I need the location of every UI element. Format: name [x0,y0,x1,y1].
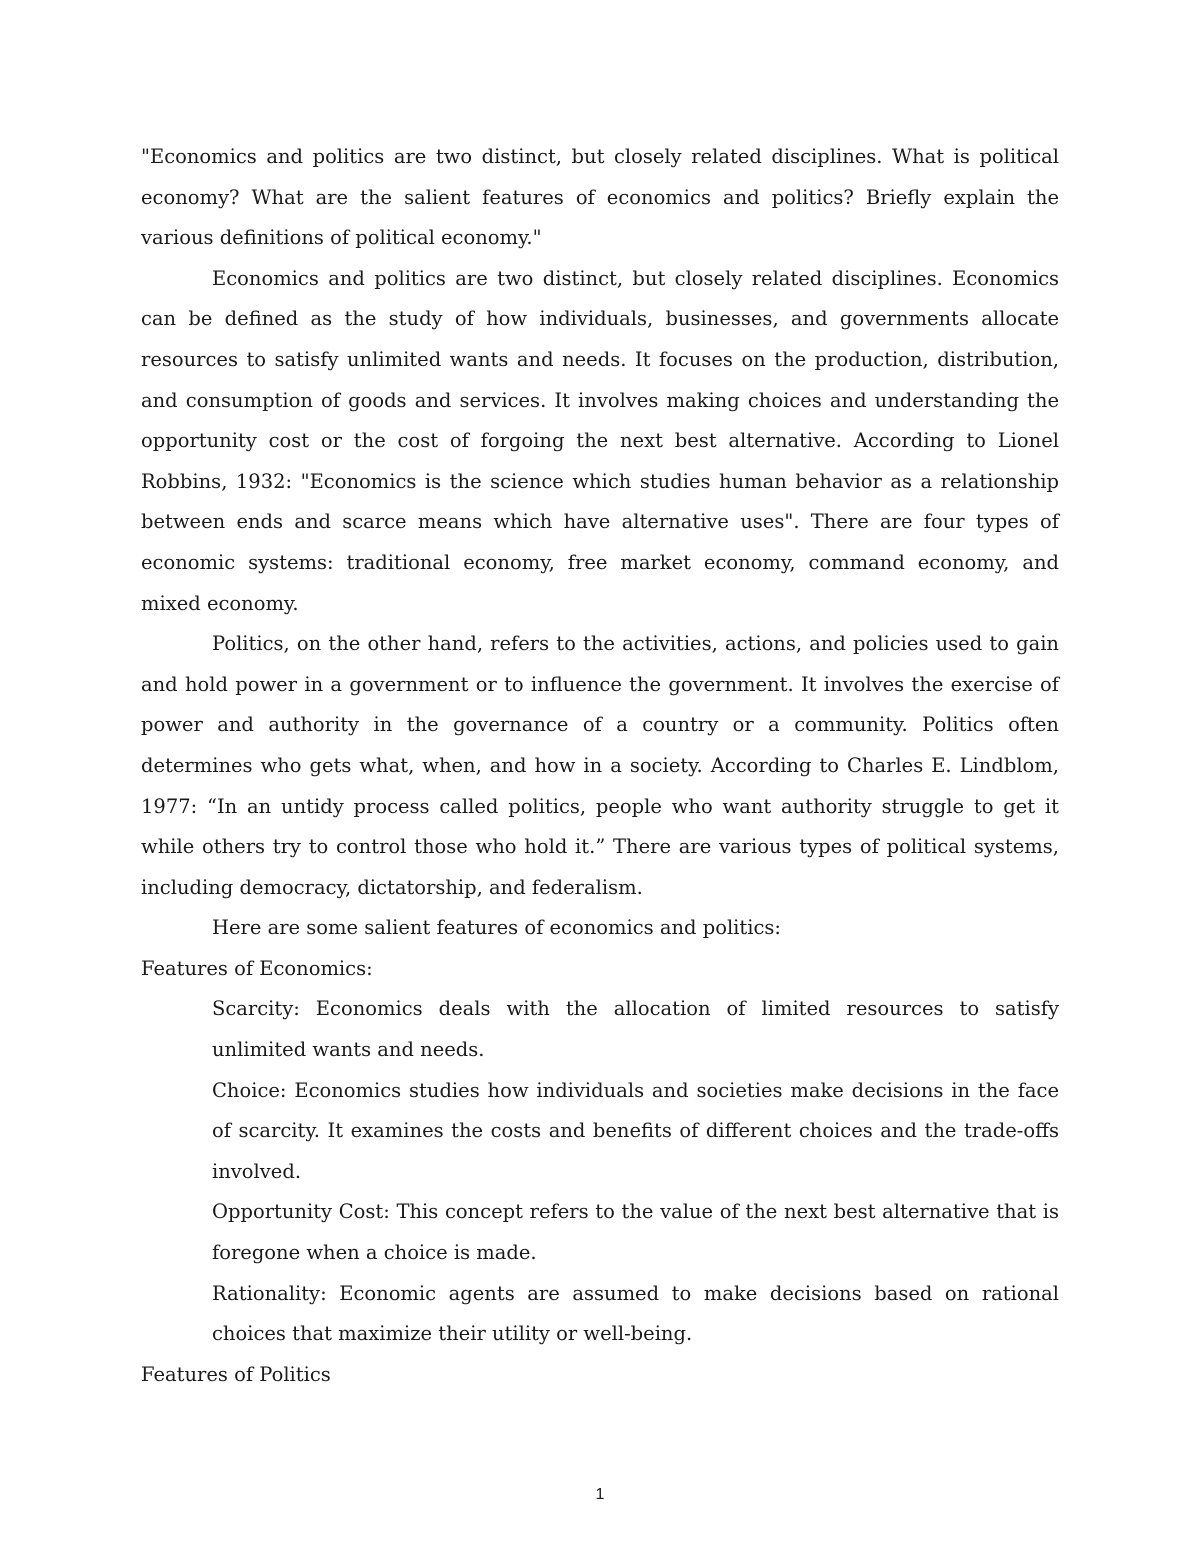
politics-features-heading: Features of Politics [141,1362,331,1386]
page-number: 1 [595,1486,605,1503]
economics-features-heading: Features of Economics: [141,956,373,980]
feature-opportunity-cost: Opportunity Cost: This concept refers to the value of the next best alternative that is foregone when a choice is made. [212,1200,1059,1265]
feature-rationality: Rationality: Economic agents are assumed to make decisions based on rational choices that maximize their utility or well-being. [212,1281,1059,1346]
politics-definition-paragraph: Politics, on the other hand, refers to the activities, actions, and policies used to gain and hold power in a government or to influence the government. It involves the exercise of power and authority in the governance of a country or a community. Politics often determines who gets what, when, and how in a society. According to Charles E. Lindblom, 1977: “In an untidy process called politics, people who want authority struggle to get it while others try to control those who hold it.” There are various types of political systems, including democracy, dictatorship, and federalism. [141,632,1059,899]
question-paragraph: "Economics and politics are two distinct, but closely related disciplines. What is political economy? What are the salient features of economics and politics? Briefly explain the various definitions of political economy." [141,145,1059,250]
economics-definition-paragraph: Economics and politics are two distinct, but closely related disciplines. Economics can be defined as the study of how individuals, businesses, and governments allocate resources to satisfy unlimited wants and needs. It focuses on the production, distribution, and consumption of goods and services. It involves making choices and understanding the opportunity cost or the cost of forgoing the next best alternative. According to Lionel Robbins, 1932: "Economics is the science which studies human behavior as a relationship between ends and scarce means which have alternative uses". There are four types of economic systems: traditional economy, free market economy, command economy, and mixed economy. [141,266,1059,615]
feature-choice: Choice: Economics studies how individuals and societies make decisions in the face of scarcity. It examines the costs and benefits of different choices and the trade-offs involved. [212,1078,1059,1183]
document-body [141,137,1059,1395]
features-intro-paragraph: Here are some salient features of economics and politics: [212,916,781,940]
feature-scarcity: Scarcity: Economics deals with the allocation of limited resources to satisfy unlimited wants and needs. [212,997,1059,1062]
